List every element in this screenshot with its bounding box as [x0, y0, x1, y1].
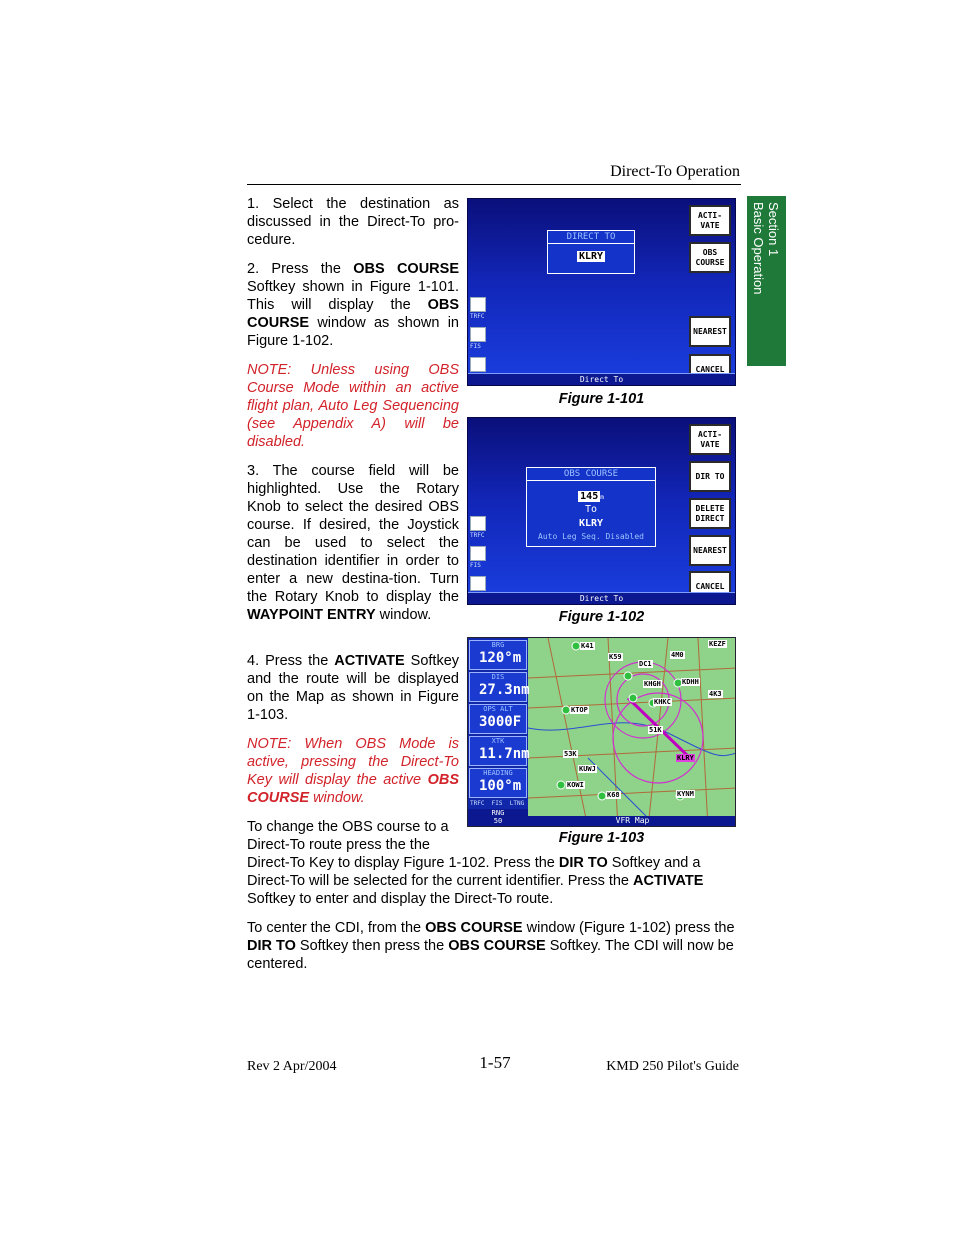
traffic-button[interactable]: TRFC — [470, 516, 488, 542]
figure-101-caption: Figure 1-101 — [558, 391, 645, 407]
activate-softkey[interactable]: ACTI- VATE — [689, 424, 731, 455]
direct-to-dialog — [547, 230, 635, 274]
map-label: KDHH — [682, 678, 699, 686]
note-auto-leg: NOTE: Unless using OBS Course Mode within an active flight plan, Auto Leg Sequencing (see Appendix A) will be disabled. — [247, 362, 459, 450]
status-bar: Direct To — [468, 373, 735, 385]
section-tab-line2: Basic Operation — [751, 202, 766, 295]
section-tab-line1: Section 1 — [766, 202, 781, 257]
note-obs-mode: NOTE: When OBS Mode is active, pressing the Direct-To Key will display the active OBS COURSE window. — [247, 736, 459, 806]
map-label: KEZF — [709, 640, 726, 648]
map-label: KYNM — [677, 790, 694, 798]
figure-102-caption: Figure 1-102 — [558, 609, 645, 625]
status-bar: Direct To — [468, 592, 735, 604]
nearest-softkey[interactable]: NEAREST — [689, 316, 731, 347]
heading-box[interactable]: HEADING 100°m — [469, 768, 527, 798]
map-label: 4K3 — [709, 690, 722, 698]
step-4: 4. Press the ACTIVATE Softkey and the route will be displayed on the Map as shown in Figure 1-103. — [247, 653, 460, 723]
figure-103-map — [467, 637, 736, 827]
fis-icon — [470, 327, 486, 342]
header-rule — [247, 184, 741, 185]
map-status-bar: VFR Map — [528, 816, 736, 826]
delete-direct-softkey[interactable]: DELETE DIRECT — [689, 498, 731, 529]
section-tab — [747, 196, 786, 366]
para-change-obs-cont: Direct-To Key to display Figure 1-102. Press the DIR TO Softkey and a Direct-To will be selected for the current identifier. Press the ACTIVATE Softkey to enter and display the Direct-To route. — [247, 855, 704, 907]
identifier-field[interactable]: KLRY — [578, 518, 604, 529]
overlay-buttons[interactable]: TRFC FIS LTNG — [470, 800, 525, 807]
step-2: 2. Press the OBS COURSE Softkey shown in Figure 1-101. This will display the OBS COURSE window as shown in Figure 1-102. — [247, 261, 459, 349]
dir-to-softkey[interactable]: DIR TO — [689, 461, 731, 492]
map-label: 51K — [649, 726, 662, 734]
map-label: 53K — [564, 750, 577, 758]
map-label: DC1 — [639, 660, 652, 668]
traffic-icon — [470, 297, 486, 312]
map-label: K68 — [607, 791, 620, 799]
para-change-obs-start: To change the OBS course to a Direct-To route press the the — [247, 819, 449, 853]
cancel-softkey[interactable]: CANCEL — [689, 571, 731, 602]
obs-course-dialog — [526, 467, 656, 547]
map-label: KUWJ — [579, 765, 596, 773]
ops-alt-box[interactable]: OPS ALT 3000F — [469, 704, 527, 734]
activate-softkey[interactable]: ACTI- VATE — [689, 205, 731, 236]
lightning-icon — [470, 576, 486, 591]
roads — [528, 638, 736, 827]
fis-button[interactable]: FIS — [470, 327, 488, 353]
fis-icon — [470, 546, 486, 561]
course-field[interactable]: 145 — [580, 491, 599, 502]
dialog-title: DIRECT TO — [548, 231, 634, 244]
cancel-softkey[interactable]: CANCEL — [689, 354, 731, 385]
bearing-box[interactable]: BRG 120°m — [469, 640, 527, 670]
page-header-title: Direct-To Operation — [610, 163, 740, 180]
footer-guide-title: KMD 250 Pilot's Guide — [606, 1059, 739, 1074]
dialog-title: OBS COURSE — [527, 468, 655, 481]
obs-course-softkey[interactable]: OBS COURSE — [689, 242, 731, 273]
map-label: 4M0 — [671, 651, 684, 659]
figure-102-screen — [467, 417, 736, 605]
traffic-button[interactable]: TRFC — [470, 297, 488, 323]
identifier-field[interactable]: KLRY — [578, 251, 604, 262]
map-label: K41 — [581, 642, 594, 650]
map-label: KTOP — [571, 706, 588, 714]
distance-box[interactable]: DIS 27.3nm — [469, 672, 527, 702]
figure-101-screen — [467, 198, 736, 386]
range-box[interactable]: RNG 50 — [468, 809, 528, 826]
nearest-softkey[interactable]: NEAREST — [689, 535, 731, 566]
map-label: K59 — [609, 653, 622, 661]
figure-103-caption: Figure 1-103 — [558, 830, 645, 846]
to-label: To — [584, 504, 598, 515]
map-label: KOWI — [567, 781, 584, 789]
auto-leg-status: Auto Leg Seq. Disabled — [538, 532, 644, 541]
step-1: 1. Select the destination as discussed in the Direct-To pro-cedure. — [247, 196, 459, 248]
section-tab-text — [751, 202, 781, 295]
step-3: 3. The course field will be highlighted. Use the Rotary Knob to select the desired OBS course. If desired, the Joystick can be used to select the destination identifier in order to enter a new destina-tion. Turn the Rotary Knob to display the WAYPOINT ENTRY window. — [247, 463, 459, 623]
footer-revision: Rev 2 Apr/2004 — [247, 1059, 337, 1074]
traffic-icon — [470, 516, 486, 531]
page-number: 1-57 — [479, 1053, 511, 1072]
nav-data-panel — [468, 638, 528, 827]
destination-label: KLRY — [677, 754, 694, 762]
fis-button[interactable]: FIS — [470, 546, 488, 572]
map-label: KHGH — [644, 680, 661, 688]
xtk-box[interactable]: XTK 11.7nm — [469, 736, 527, 766]
lightning-icon — [470, 357, 486, 372]
map-label: KHKC — [654, 698, 671, 706]
para-center-cdi: To center the CDI, from the OBS COURSE window (Figure 1-102) press the DIR TO Softkey then press the OBS COURSE Softkey. The CDI will now be centered. — [247, 920, 735, 972]
course-row: 145 m — [580, 491, 604, 502]
